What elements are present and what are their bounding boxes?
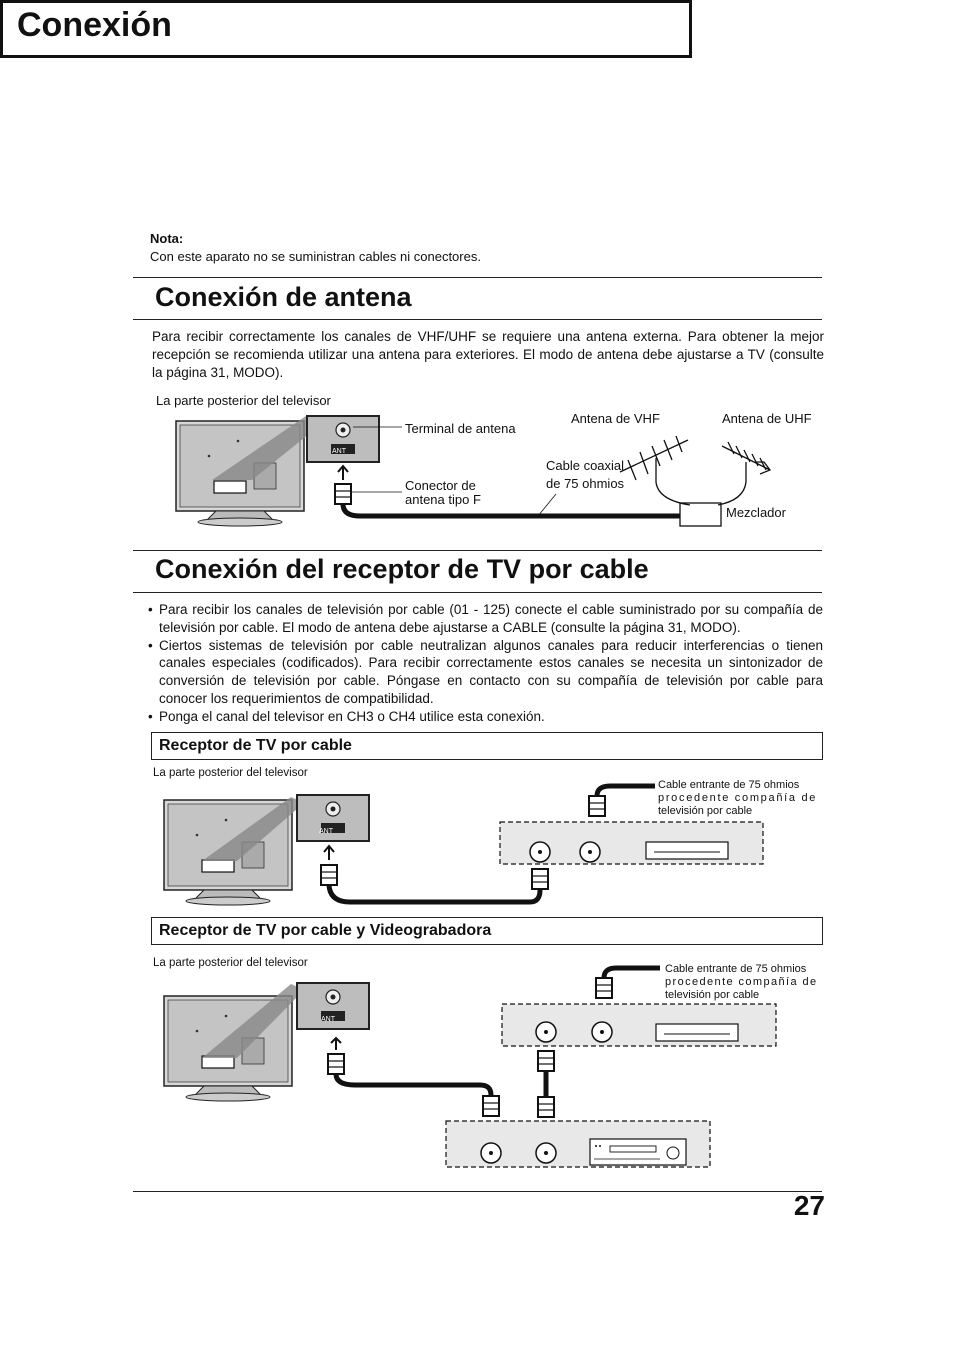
- connector-label-2: antena tipo F: [405, 492, 481, 507]
- note-label: Nota:: [150, 231, 184, 246]
- receiver-vcr-box-title: Receptor de TV por cable y Videograbadora: [159, 922, 492, 939]
- antenna-heading: Conexión de antena: [155, 282, 412, 312]
- mixer-label: Mezclador: [726, 505, 786, 520]
- ant-tag: ANT: [319, 828, 333, 835]
- antenna-intro: Para recibir correctamente los canales de VHF/UHF se requiere una antena externa. Para obtener la mejor recepción se recomienda utilizar una antena para exteriores. El modo de antena debe ajustarse a TV (consulte la página 31, MODO).: [152, 329, 824, 380]
- incoming-cable-line3: televisión por cable: [665, 989, 760, 1001]
- incoming-cable-line1: Cable entrante de 75 ohmios: [665, 963, 807, 975]
- page-title: Conexión: [17, 6, 172, 44]
- vhf-label: Antena de VHF: [571, 411, 660, 426]
- incoming-cable-line3: televisión por cable: [658, 805, 753, 817]
- list-item: • Ponga el canal del televisor en CH3 o CH4 utilice esta conexión.: [147, 708, 823, 726]
- tv-back-label: La parte posterior del televisor: [153, 767, 308, 779]
- ant-tag: ANT: [321, 1016, 335, 1023]
- receiver-box-title: Receptor de TV por cable: [159, 737, 352, 754]
- terminal-label: Terminal de antena: [405, 421, 516, 436]
- incoming-cable-line1: Cable entrante de 75 ohmios: [658, 779, 800, 791]
- note-text: Con este aparato no se suministran cables ni conectores.: [150, 249, 481, 264]
- coax-label-2: de 75 ohmios: [546, 476, 625, 491]
- incoming-cable-line2: procedente compañía de: [665, 976, 818, 988]
- uhf-label: Antena de UHF: [722, 411, 812, 426]
- list-item: • Ciertos sistemas de televisión por cable neutralizan algunos canales para reducir interferencias o tienen canales especiales (codificados). Para recibir correctamente estos canales se necesita un sintonizador de conversión de televisión por cable. Póngase en contacto con su compañía de televisión por cable para conocer los requerimientos de compatibilidad.: [147, 637, 823, 708]
- page-number: 27: [793, 1190, 825, 1221]
- list-item: • Para recibir los canales de televisión por cable (01 - 125) conecte el cable suministrado por su compañía de televisión por cable. El modo de antena debe ajustarse a CABLE (consulte la página 31, MODO).: [147, 601, 823, 637]
- ant-tag: ANT: [332, 448, 346, 455]
- incoming-cable-line2: procedente compañía de: [658, 792, 818, 804]
- connector-label-1: Conector de: [405, 478, 476, 493]
- cable-heading: Conexión del receptor de TV por cable: [155, 554, 649, 584]
- tv-back-label: La parte posterior del televisor: [156, 393, 331, 408]
- tv-back-label: La parte posterior del televisor: [153, 957, 308, 969]
- coax-label-1: Cable coaxial: [546, 458, 625, 473]
